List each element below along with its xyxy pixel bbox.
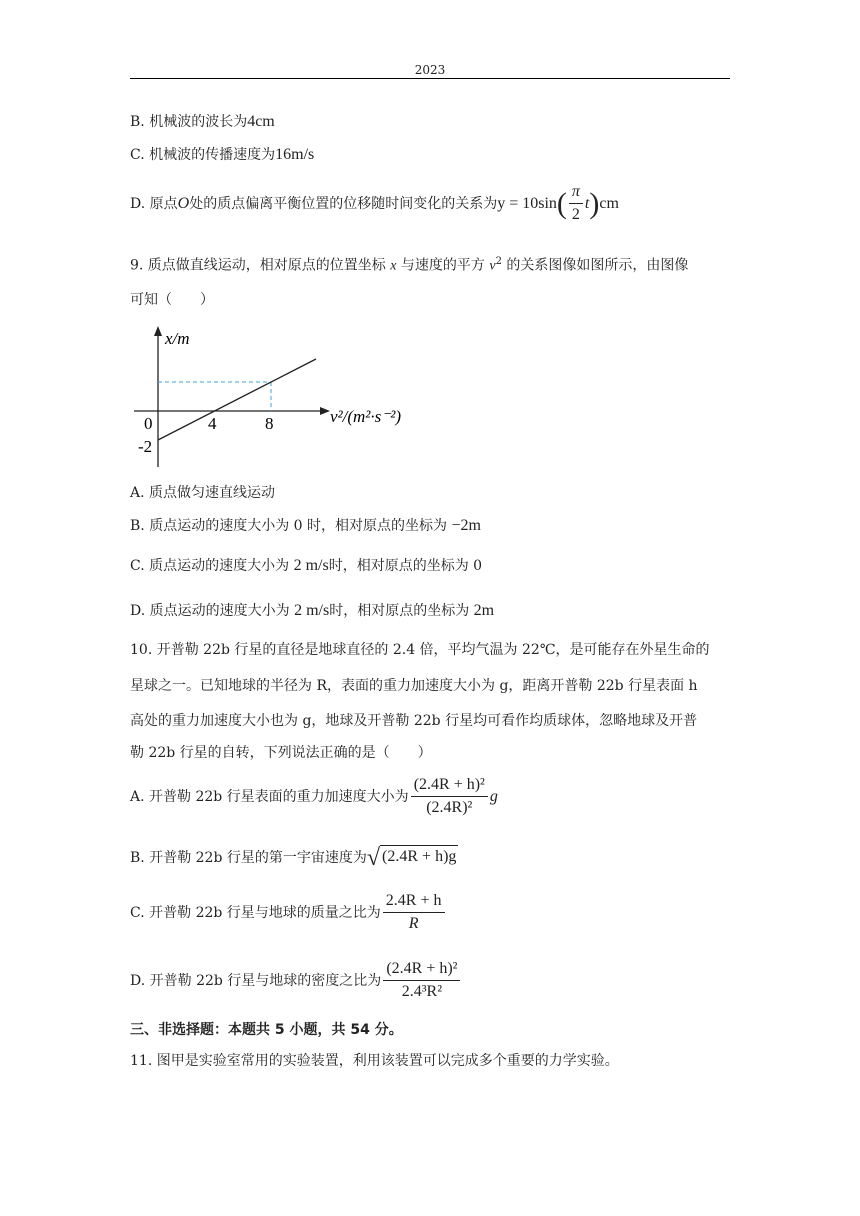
q9-option-b: B. 质点运动的速度大小为 0 时，相对原点的坐标为 −2m bbox=[130, 517, 481, 534]
tick-label-4: 4 bbox=[208, 414, 217, 433]
y-axis-arrow-icon bbox=[154, 326, 162, 336]
q8-option-d: D. 原点 O 处的质点偏离平衡位置的位移随时间变化的关系为 y = 10sin ( $\frac{\pi}{2}$ t ) cm bbox=[130, 183, 619, 223]
x-axis-arrow-icon bbox=[320, 407, 330, 415]
tick-label-neg2: -2 bbox=[138, 437, 153, 456]
q10-option-d: D. 开普勒 22b 行星与地球的密度之比为 $\frac{\text{(2.4R + h)²}}{\text{2.4³R²}}$ bbox=[130, 960, 462, 1001]
q9-stem-line2: 可知（ ） bbox=[130, 292, 214, 308]
header-year: 2023 bbox=[414, 63, 446, 77]
y-axis-label: x/m bbox=[165, 329, 190, 348]
q10-stem-line2: 星球之一。已知地球的半径为 R，表面的重力加速度大小为 g，距离开普勒 22b 行星表面 h bbox=[130, 678, 698, 694]
q10-option-b: B. 开普勒 22b 行星的第一宇宙速度为 √ (2.4R + h)g bbox=[130, 845, 457, 871]
q8-option-b: B. 机械波的波长为4cm bbox=[130, 113, 275, 130]
q9-option-d: D. 质点运动的速度大小为 2 m/s时，相对原点的坐标为 2m bbox=[130, 602, 495, 619]
header-rule bbox=[130, 78, 730, 79]
q10-option-c: C. 开普勒 22b 行星与地球的质量之比为 $\frac{2.4R + h}{R}$ bbox=[130, 892, 447, 933]
fraction-pi-over-2: $\frac{\pi}{2}$ bbox=[569, 183, 583, 224]
tick-label-8: 8 bbox=[265, 414, 274, 433]
q9-option-c: C. 质点运动的速度大小为 2 m/s时，相对原点的坐标为 0 bbox=[130, 557, 483, 574]
q10-stem-line3: 高处的重力加速度大小也为 g，地球及开普勒 22b 行星均可看作均质球体，忽略地球及开普 bbox=[130, 713, 698, 729]
q10-option-a: A. 开普勒 22b 行星表面的重力加速度大小为 $\frac{\text{(2.4R + h)²}}{\text{(2.4R)²}}$ g bbox=[130, 776, 498, 816]
fraction-a: $\frac{\text{(2.4R + h)²}}{\text{(2.4R)²}}$ bbox=[411, 776, 488, 817]
section3-heading: 三、非选择题：本题共 5 小题，共 54 分。 bbox=[130, 1022, 403, 1038]
graph-line bbox=[158, 359, 316, 440]
fraction-d: $\frac{\text{(2.4R + h)²}}{\text{2.4³R²}}$ bbox=[383, 960, 460, 1001]
q9-stem-line1: 9. 质点做直线运动，相对原点的位置坐标 x 与速度的平方 $v^2$ 的关系图像如图所示，由图像 bbox=[130, 256, 689, 274]
q10-stem-line1: 10. 开普勒 22b 行星的直径是地球直径的 2.4 倍，平均气温为 22℃，是可能存在外星生命的 bbox=[130, 642, 710, 658]
x-axis-label: v²/(m²·s⁻²) bbox=[330, 407, 401, 426]
formula-lhs: y = 10sin bbox=[497, 194, 557, 212]
q9-option-a: A. 质点做匀速直线运动 bbox=[130, 485, 276, 501]
origin-label: 0 bbox=[144, 414, 153, 433]
q8-option-c: C. 机械波的传播速度为16m/s bbox=[130, 146, 315, 163]
sqrt-expression: √ (2.4R + h)g bbox=[366, 845, 457, 871]
fraction-c: $\frac{2.4R + h}{R}$ bbox=[383, 892, 445, 933]
q11-stem-line1: 11. 图甲是实验室常用的实验装置，利用该装置可以完成多个重要的力学实验。 bbox=[130, 1053, 619, 1069]
q10-stem-line4: 勒 22b 行星的自转，下列说法正确的是（ ） bbox=[130, 745, 432, 761]
q9-graph bbox=[128, 322, 448, 472]
